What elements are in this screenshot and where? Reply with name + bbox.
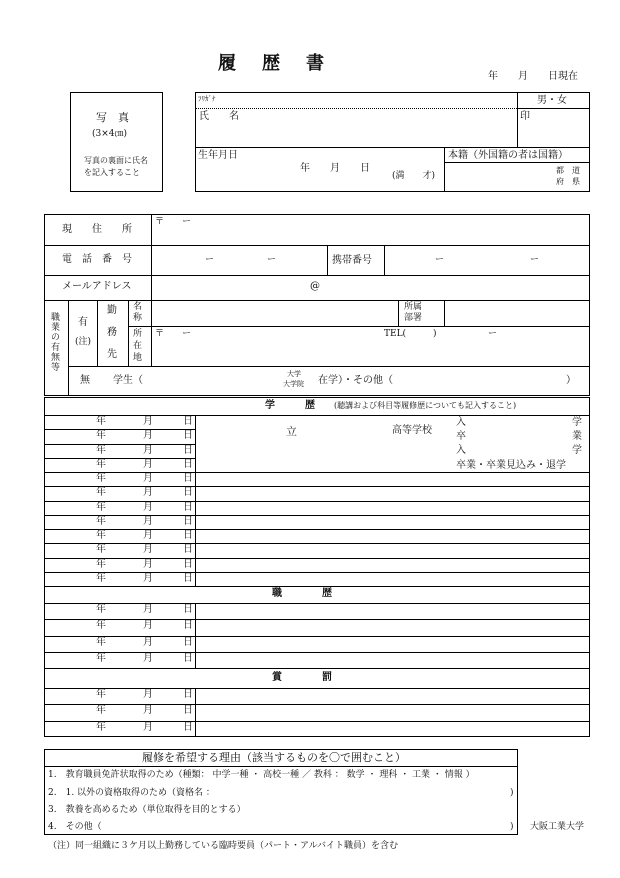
edu-gaku[interactable]: 学: [572, 417, 582, 428]
edu-grad-options[interactable]: 卒業・卒業見込み・退学: [456, 460, 566, 471]
reason-item-4-close: ): [510, 822, 514, 832]
edu-row-y[interactable]: 年: [96, 444, 106, 456]
award-row-m[interactable]: 月: [143, 705, 153, 717]
award-row-d[interactable]: 日: [183, 689, 193, 700]
edu-row-m[interactable]: 月: [143, 558, 153, 570]
univ-option[interactable]: 大学: [287, 370, 301, 378]
birthdate-label: 生年月日: [198, 150, 238, 161]
employment-no[interactable]: 無: [80, 375, 90, 386]
work-tel-dash[interactable]: ー: [488, 329, 498, 339]
edu-row-y[interactable]: 年: [96, 416, 106, 427]
work-label-3: 先: [107, 349, 117, 360]
awards-title: 賞 罰: [272, 672, 332, 683]
dept-label-2: 部署: [404, 313, 423, 323]
gender-option[interactable]: 男・女: [537, 95, 567, 106]
edu-row-m[interactable]: 月: [143, 458, 153, 470]
edu-row-d[interactable]: 日: [183, 558, 193, 570]
award-row-y[interactable]: 年: [96, 689, 106, 700]
loc-label-1: 所: [133, 329, 143, 339]
email-at[interactable]: @: [310, 281, 320, 292]
career-row-m[interactable]: 月: [143, 636, 153, 648]
birthdate-field[interactable]: 年 月 日: [300, 163, 370, 174]
grad-school-option[interactable]: 大学院: [283, 380, 304, 388]
work-label-1: 勤: [107, 305, 117, 316]
reason-title: 履修を希望する理由（該当するものを〇で囲むこと）: [142, 751, 406, 764]
employment-note: (注): [75, 337, 92, 347]
work-label-2: 務: [107, 327, 117, 338]
reason-item-2[interactable]: 2. 1. 以外の資格取得のため（資格名 ：: [48, 788, 215, 798]
edu-row-y[interactable]: 年: [96, 487, 106, 499]
career-row-y[interactable]: 年: [96, 620, 106, 632]
edu-row-d[interactable]: 日: [183, 572, 193, 584]
edu-row-d[interactable]: 日: [183, 430, 193, 442]
edu-row-d[interactable]: 日: [183, 487, 193, 499]
email-label: メールアドレス: [62, 281, 132, 292]
career-title: 職 歴: [272, 588, 332, 599]
age-field[interactable]: (満 才): [392, 171, 436, 181]
edu-row-y[interactable]: 年: [96, 473, 106, 484]
career-row-d[interactable]: 日: [183, 636, 193, 648]
edu-row-y[interactable]: 年: [96, 544, 106, 556]
loc-label-3: 地: [133, 353, 143, 363]
mobile-dash-2[interactable]: ー: [530, 255, 540, 265]
education-title: 学 歴: [265, 400, 315, 411]
mobile-dash-1[interactable]: ー: [435, 255, 445, 265]
edu-row-m[interactable]: 月: [143, 530, 153, 541]
seal-label: 印: [520, 111, 530, 122]
edu-row-m[interactable]: 月: [143, 572, 153, 584]
edu-row-m[interactable]: 月: [143, 416, 153, 427]
edu-row-m[interactable]: 月: [143, 473, 153, 484]
edu-row-y[interactable]: 年: [96, 430, 106, 442]
page-title: 履 歴 書: [218, 53, 328, 74]
edu-high-school: 高等学校: [392, 425, 432, 436]
edu-row-y[interactable]: 年: [96, 572, 106, 584]
edu-row-m[interactable]: 月: [143, 544, 153, 556]
work-name-label-1: 名: [133, 302, 143, 312]
address-postal[interactable]: 〒 ー: [155, 217, 192, 227]
edu-row-d[interactable]: 日: [183, 444, 193, 456]
reason-item-1[interactable]: 1. 教育職員免許状取得のため（種類： 中学一種 ・ 高校一種 ／ 教科 ： 数学 ・ 理科 ・ 工業 ・ 情報 ）: [48, 770, 475, 780]
award-row-d[interactable]: 日: [183, 705, 193, 717]
loc-label-2: 在: [133, 341, 143, 351]
award-row-m[interactable]: 月: [143, 721, 153, 733]
career-row-d[interactable]: 日: [183, 604, 193, 615]
edu-row-d[interactable]: 日: [183, 473, 193, 484]
enrolled-other[interactable]: 在学）・その他（: [318, 375, 393, 386]
phone-label: 電 話 番 号: [62, 254, 132, 265]
contact-table: [44, 214, 590, 396]
career-row-m[interactable]: 月: [143, 604, 153, 615]
edu-row-d[interactable]: 日: [183, 515, 193, 527]
award-row-y[interactable]: 年: [96, 721, 106, 733]
edu-row-y[interactable]: 年: [96, 458, 106, 470]
university-name: 大阪工業大学: [530, 822, 585, 832]
photo-size: (3×4㎝): [92, 129, 128, 139]
edu-row-m[interactable]: 月: [143, 444, 153, 456]
furigana-field[interactable]: [240, 95, 510, 107]
furigana-label: ﾌﾘｶﾞﾅ: [198, 95, 216, 103]
edu-ritsu: 立: [286, 425, 297, 438]
edu-row-m[interactable]: 月: [143, 430, 153, 442]
edu-row-d[interactable]: 日: [183, 544, 193, 556]
reason-item-2-close: ): [510, 788, 514, 798]
work-postal[interactable]: 〒 ー: [155, 329, 192, 339]
employment-side-label: 職業の有無等: [49, 312, 59, 372]
history-table: [44, 397, 590, 737]
photo-label: 写 真: [96, 111, 129, 124]
edu-row-y[interactable]: 年: [96, 530, 106, 541]
edu-sotsu[interactable]: 卒: [456, 431, 466, 442]
career-row-y[interactable]: 年: [96, 636, 106, 648]
other-close: ）: [566, 375, 576, 386]
edu-row-m[interactable]: 月: [143, 501, 153, 513]
pref-label-2: 府 県: [556, 177, 580, 186]
edu-row-m[interactable]: 月: [143, 515, 153, 527]
footer-note: （注）同一組織に３ケ月以上勤務している臨時要員（パート・アルバイト職員）を含む: [48, 841, 399, 851]
student-label[interactable]: 学生（: [113, 375, 143, 386]
photo-box[interactable]: [70, 92, 163, 192]
award-row-m[interactable]: 月: [143, 689, 153, 700]
edu-row-y[interactable]: 年: [96, 501, 106, 513]
award-row-y[interactable]: 年: [96, 705, 106, 717]
phone-dash-2[interactable]: ー: [267, 255, 277, 265]
career-row-d[interactable]: 日: [183, 620, 193, 632]
career-row-y[interactable]: 年: [96, 604, 106, 615]
edu-row-m[interactable]: 月: [143, 487, 153, 499]
work-tel[interactable]: TEL( ): [384, 329, 437, 339]
work-name-label-2: 称: [133, 313, 143, 323]
education-note: (聴講および科目等履修歴についても記入すること): [334, 401, 517, 410]
edu-row-d[interactable]: 日: [183, 530, 193, 541]
edu-row-y[interactable]: 年: [96, 515, 106, 527]
dept-label-1: 所属: [404, 302, 423, 312]
reason-item-3[interactable]: 3. 教養を高めるため（単位取得を目的とする）: [48, 805, 246, 815]
photo-note-2: を記入すること: [84, 168, 140, 177]
edu-gaku-2[interactable]: 学: [572, 445, 582, 456]
name-field[interactable]: [240, 112, 510, 144]
career-row-d[interactable]: 日: [183, 652, 193, 664]
edu-gyo[interactable]: 業: [572, 431, 582, 442]
edu-row-d[interactable]: 日: [183, 501, 193, 513]
career-row-m[interactable]: 月: [143, 652, 153, 664]
edu-row-y[interactable]: 年: [96, 558, 106, 570]
edu-nyu[interactable]: 入: [456, 417, 466, 428]
edu-row-d[interactable]: 日: [183, 416, 193, 427]
name-label: 氏 名: [199, 111, 239, 122]
career-row-y[interactable]: 年: [96, 652, 106, 664]
photo-note-1: 写真の裏面に氏名: [84, 156, 148, 165]
edu-nyu-2[interactable]: 入: [456, 445, 466, 456]
reason-item-4[interactable]: 4. その他（: [48, 822, 102, 832]
pref-label-1: 都 道: [556, 166, 580, 175]
address-label: 現 住 所: [62, 224, 132, 235]
career-row-m[interactable]: 月: [143, 620, 153, 632]
honseki-label: 本籍（外国籍の者は国籍）: [448, 150, 568, 161]
edu-row-d[interactable]: 日: [183, 458, 193, 470]
phone-dash-1[interactable]: ー: [205, 255, 215, 265]
mobile-label: 携帯番号: [332, 255, 372, 266]
award-row-d[interactable]: 日: [183, 721, 193, 733]
employment-yes[interactable]: 有: [78, 317, 88, 328]
date-line: 年 月 日現在: [488, 71, 578, 82]
